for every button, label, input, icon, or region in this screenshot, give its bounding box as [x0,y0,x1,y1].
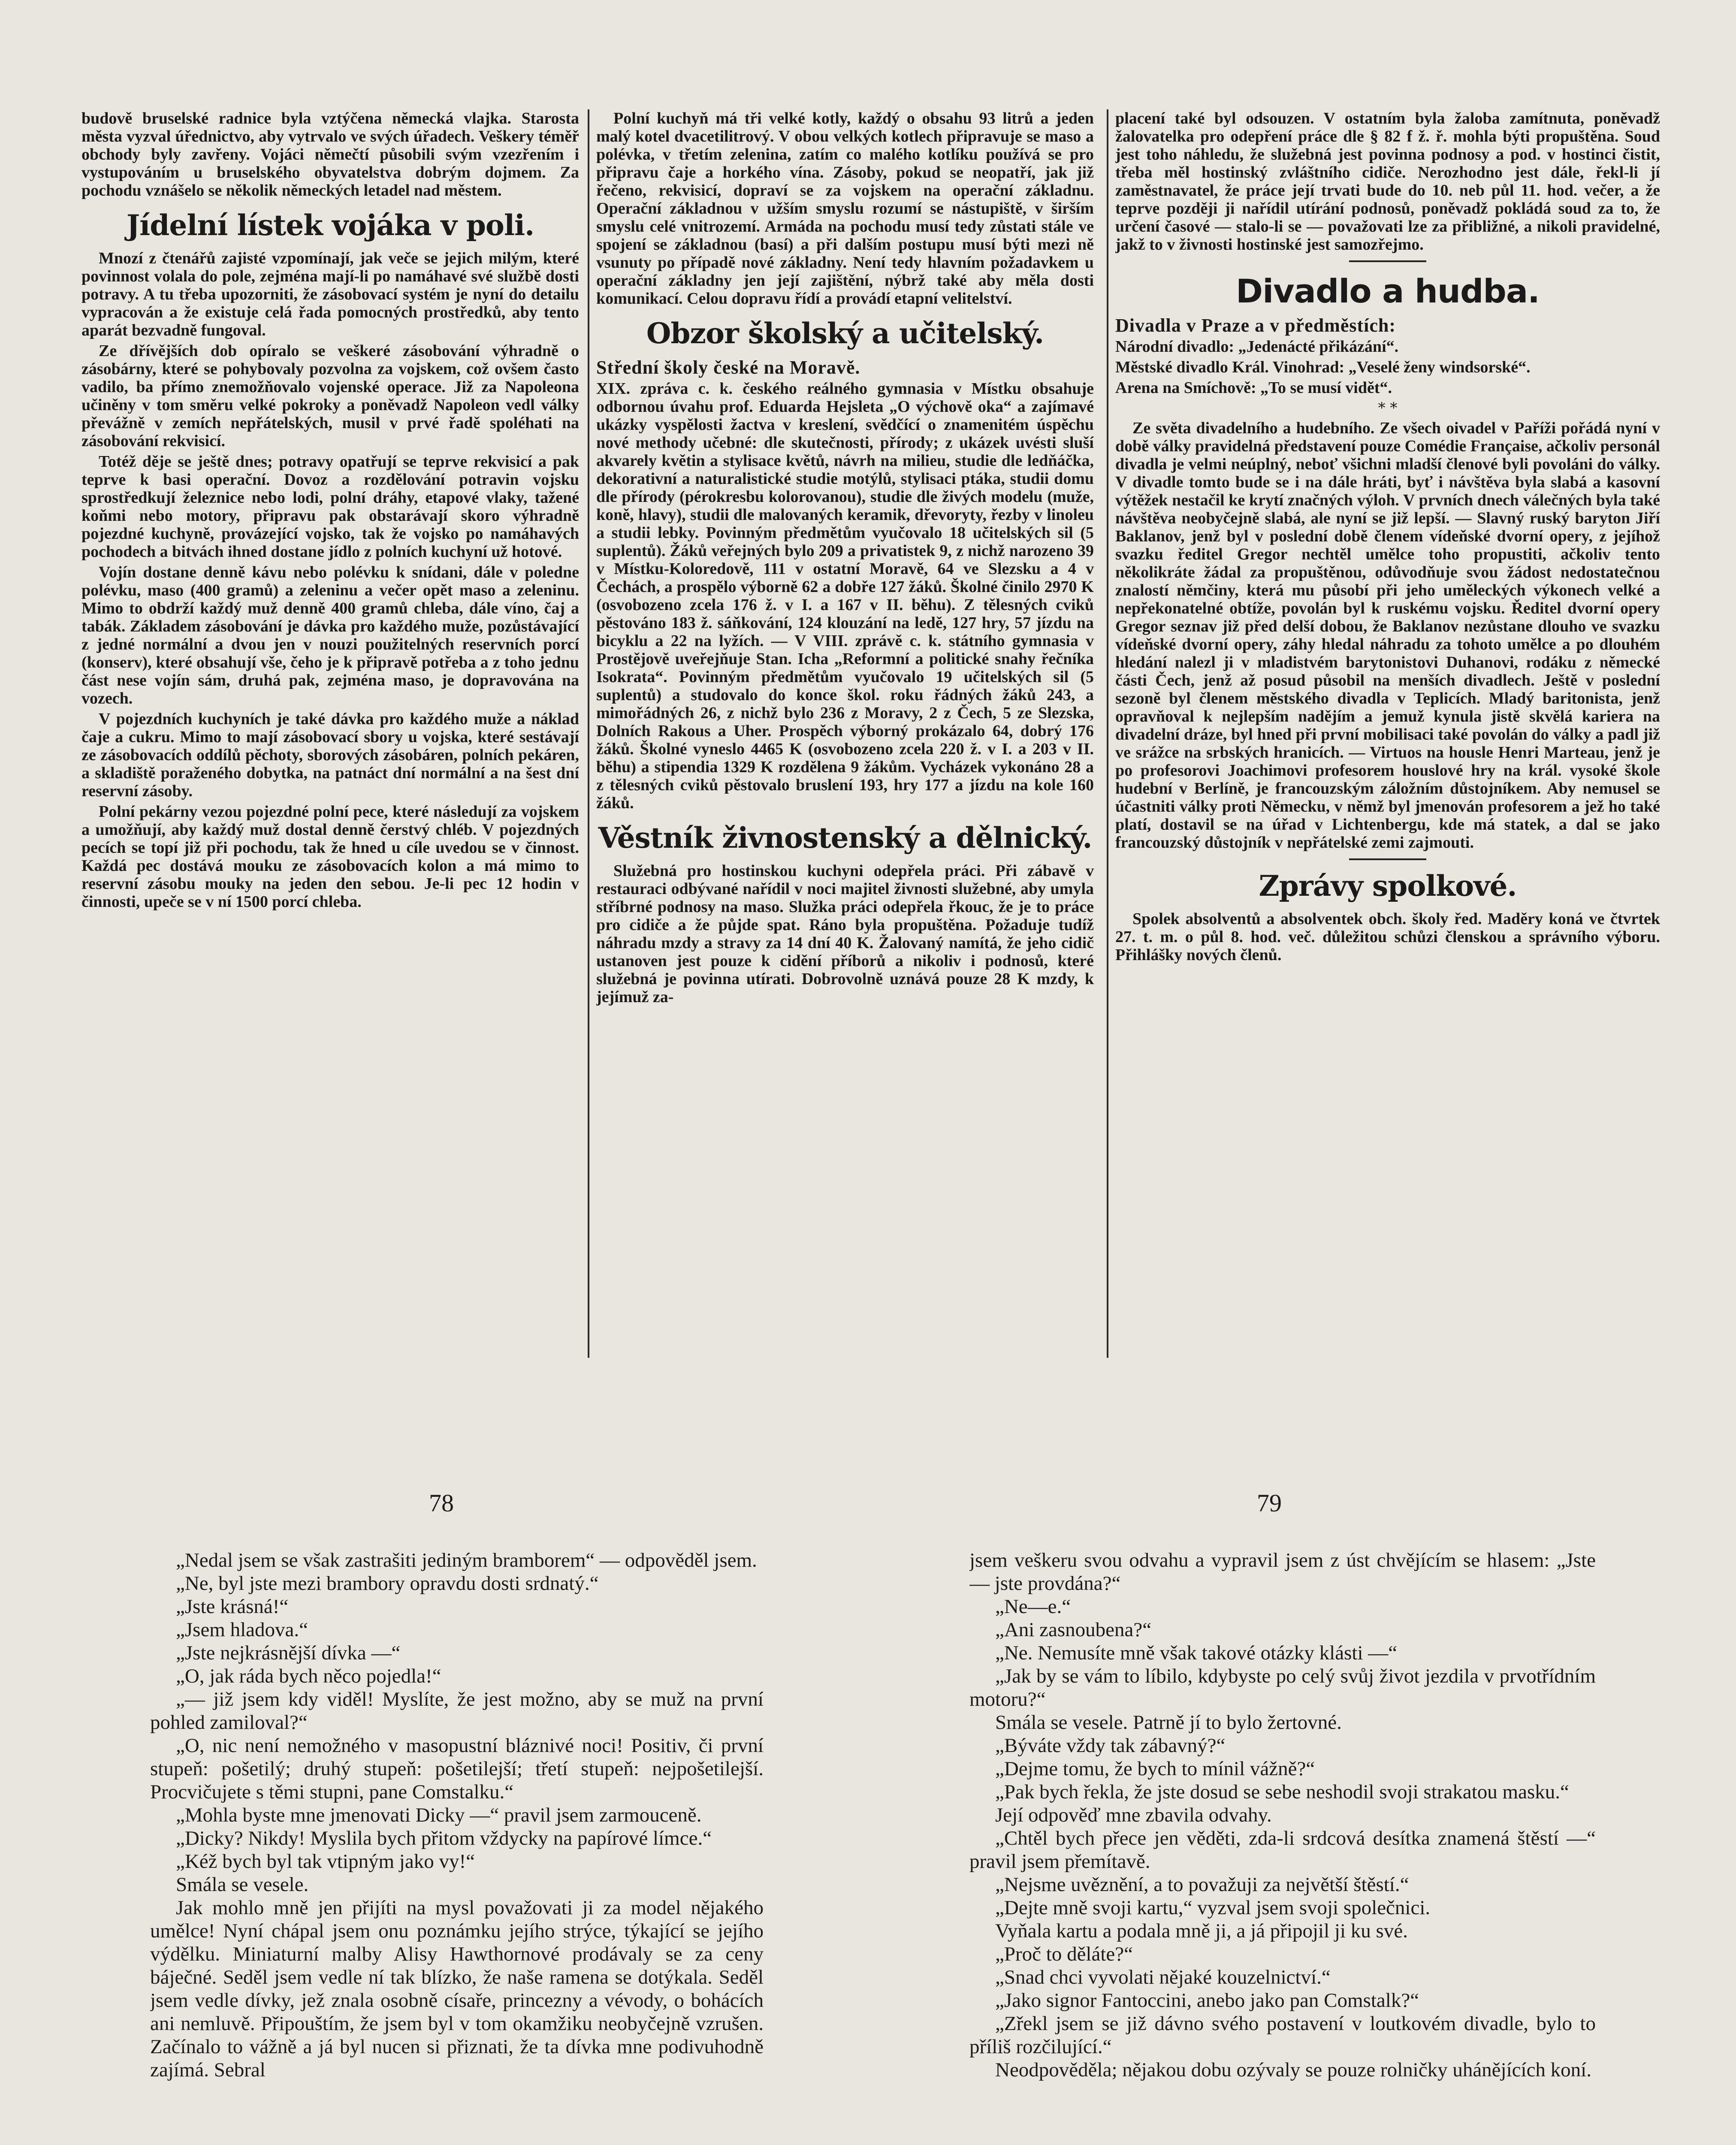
divider [1349,858,1426,860]
section-heading: Jídelní lístek vojáka v poli. [126,208,534,242]
theatre-listing [1115,379,1660,397]
article-text [1115,419,1660,852]
text-line: Smála se vesele. Patrně jí to bylo žertovné. [995,1711,1342,1734]
article-text: Totéž děje se ještě dnes; potravy opatřují se teprve rekvisicí a pak teprve k basi operační. Dovoz a rozdělování potravin vojsku sprostředkují železnice nebo lodi, polní dráhy, etapové vlaky, tažené koňmi nebo motory, připravu pak obstarávají skoro výhradně pojezdné kuchyně, provázející vojsko, tak že vojsko po namáhavých pochodech a bitvách ihned dostane jídlo z polních kuchyní už hotové. [82,453,579,561]
theatre-listing [1115,338,1660,356]
column-rule [588,109,589,1358]
text-line: Smála se vesele. [176,1873,309,1896]
article-text: budově bruselské radnice byla vztýčena německá vlajka. Starosta města vyzval úřednictvo, aby vytrvalo ve svých úřadech. Veškery téměř obchody byly zavřeny. Vojáci němečtí působili svým vzezřením i vystupováním u bruselského obyvatelstva dobrým dojmem. Za pochodu vznášelo se několik německých letadel nad městem. [82,109,579,199]
text-line: „Snad chci vyvolati nějaké kouzelnictví.“ [995,1966,1331,1988]
play-title: „To se musí vidět“. [1260,379,1392,397]
newspaper-section [82,109,1660,1371]
section-heading: Zprávy spolkové. [1259,869,1517,903]
separator-stars: * * [1378,399,1398,417]
text-line: „Ani zasnoubena?“ [995,1619,1152,1641]
theatre-name: Městské divadlo Král. Vinohrad: [1115,358,1345,376]
text-line: „— již jsem kdy viděl! Myslíte, že jest možno, aby se muž na první pohled zamiloval?“ [150,1688,764,1734]
theatre-listing [1115,358,1660,376]
text-line: „O, nic není nemožného v masopustní bláznivé noci! Positiv, či první stupeň: pošetilý; druhý stupeň: pošetilejší; třetí stupeň: nejpošetilejší. Procvičujete s těmi stupni, pane Comstalku.“ [150,1734,764,1803]
play-title: „Veselé ženy windsorské“. [1348,358,1531,376]
article-text: Ze dřívějších dob opíralo se veškeré zásobování výhradně o zásobárny, které se pohybovaly pozvolna za vojskem, což ovšem často vadilo, ba přímo znemožňovalo vojenské operace. Již za Napoleona učiněny v tom směru velké pokroky a poněvadž Napoleon vedl války převážně v zemích nepřátelských, musil v prvé řadě spoléhati na zásobování rekvisicí. [82,342,579,450]
article-lead: Ze světa divadelního a hudebního. [1132,419,1375,437]
article-text: Polní pekárny vezou pojezdné polní pece, které následují za vojskem a umožňují, aby každý muž dostal denně čerstvý chléb. V pojezdných pecích se topí již při pochodu, tak že hned u cíle uvedou se v činnost. Každá pec dostává mouku ze zásobovacích kolon a má mimo to reservní zásobu mouky na jeden den sebou. Je-li pec 12 hodin v činnosti, upeče se v ní 1500 porcí chleba. [82,803,579,911]
article-text: Spolek absolventů a absolventek obch. školy řed. Maděry koná ve čtvrtek 27. t. m. o půl 8. hod. več. důležitou schůzi členskou a správního výboru. Přihlášky nových členů. [1115,910,1660,964]
article-text: Vojín dostane denně kávu nebo polévku k snídani, dále v poledne polévku, maso (400 gramů) a zeleninu a večer opět maso a zeleninu. Mimo to obdrží každý muž denně 400 gramů chleba, dále víno, čaj a tabák. Základem zásobování je dávka pro každého muže, pozůstávající z jedné normální a dvou jen v nouzi použitelných reservních porcí (konserv), které obsahují vše, čeho je k připravě potřeba a z toho jednu část nese vojín sám, druhá pak, zejména maso, je dopravována na vozech. [82,563,579,707]
article-text: Mnozí z čtenářů zajisté vzpomínají, jak veče se jejich milým, které povinnost volala do pole, zejména mají-li po namáhavé své službě dosti potravy. A tu třeba upozorniti, že zásobovací systém je nyní do detailu vypracován a že existuje celá řada pomocných prostředků, aby tento aparát bezvadně fungoval. [82,249,579,339]
text-line: „Kéž bych byl tak vtipným jako vy!“ [176,1850,475,1873]
subheading: Střední školy české na Moravě. [596,357,860,378]
text-line: „Jste nejkrásnější dívka —“ [176,1642,401,1664]
column-3 [1115,109,1660,1371]
text-line: „Mohla byste mne jmenovati Dicky —“ pravil jsem zarmouceně. [176,1804,702,1826]
text-line: „Ne—e.“ [995,1595,1071,1618]
text-line: „Jak by se vám to líbilo, kdybyste po celý svůj život jezdila v prvotřídním motoru?“ [969,1665,1596,1710]
column-2 [596,109,1094,1371]
text-line: Neodpověděla; nějakou dobu ozývaly se pouze rolničky uhánějících koní. [995,2059,1591,2081]
text-line: „Jste krásná!“ [176,1595,289,1618]
text-line: „O, jak ráda bych něco pojedla!“ [176,1665,441,1687]
text-line: „Nedal jsem se však zastrašiti jediným bramborem“ — odpověděl jsem. [176,1549,757,1571]
divider [1349,260,1426,262]
text-line: „Proč to děláte?“ [995,1943,1133,1965]
theatre-name: Národní divadlo: [1115,338,1234,356]
article-body: Ze všech oivadel v Paříži pořádá nyní v době války pravidelná představení pouze Comédie Française, ačkoliv personál divadla je velmi neúplný, neboť všichni mladší členové byli povoláni do války. V divadle tomto bude se i na dále hráti, byť i návštěva byla slabá a kasovní výtěžek nestačil ke krytí značných výloh. V prvních dnech válečných byla také návštěva neobyčejně slabá, ale nyní se již lepší. — Slavný ruský baryton Jiří Baklanov, jenž byl v poslední době členem vídeňské dvorní opery, z jejíhož svazku ředitel Gregor nechtěl umělce toho propustiti, ačkoliv tento několikráte žádal za propuštěnou, odůvodňuje svou žádost nedostatečnou znalostí němčiny, která mu působí při jeho uměleckých výkonech velké a nepřekonatelné obtíže, povolán byl k ruskému vojsku. Ředitel dvorní opery Gregor seznav již před delší dobou, že Baklanov nezůstane dlouho ve svazku vídeňské dvorní opery, záhy hledal náhradu za tohoto umělce a po dlouhém hledání nalezl ji v mladistvém barytonistovi Duhanovi, rodáku z německé části Čech, jenž až posud působil na menších divadlech. Ještě v poslední sezoně byl členem městského divadla v Teplicích. Mladý baritonista, jenž opravňoval k nejlepším nadějím a jemuž kynula jistě skvělá kariera na divadelní dráze, byl hned při první mobilisaci také povolán do války a padl již ve srážce na srbských hranicích. — Virtuos na housle Henri Marteau, jenž je po profesorovi Joachimovi profesorem houslové hry na král. vysoké škole hudební v Berlíně, je francouzským záložním důstojníkem. Aby nemusel se účastniti války proti Německu, v němž byl jmenován profesorem a jež ho také platí, dostavil se na úřad v Lichtenbergu, kde má statek, a dal se jako francouzský důstojník v nepřátelské zemi zajmouti. [1115,419,1660,852]
text-line: jsem veškeru svou odvahu a vypravil jsem z úst chvějícím se hlasem: „Jste — jste provdána?“ [969,1549,1596,1595]
text-line: „Býváte vždy tak zábavný?“ [995,1734,1226,1757]
article-text: Služebná pro hostinskou kuchyni odepřela práci. Při zábavě v restauraci odbývané nařídil v noci majitel živnosti služebné, aby umyla stříbrné podnosy na maso. Služka práci odepřela řkouc, že je to práce pro cidiče a že půjde spat. Ráno byla propuštěna. Požaduje tudíž náhradu mzdy a stravy za 14 dní 40 K. Žalovaný namítá, že jeho cidič ustanoven jest pouze k cidění příborů a nikoliv i podnosů, které služebná je povinna utírati. Dobrovolně uznává pouze 28 K mzdy, k jejímuž za- [596,862,1094,1006]
section-heading: Věstník živnostenský a dělnický. [598,821,1092,855]
book-page-left [150,1549,764,2145]
page-number: 79 [1257,1489,1282,1517]
text-line: Vyňala kartu a podala mně ji, a já připojil ji ku své. [995,1920,1408,1942]
section-heading: Divadlo a hudba. [1235,272,1540,310]
play-title: „Jedenácté přikázání“. [1238,338,1399,356]
theatre-name: Arena na Smíchově: [1115,379,1256,397]
section-heading: Obzor školský a učitelský. [646,317,1044,350]
text-line: „Dejte mně svoji kartu,“ vyzval jsem svoji společnici. [995,1897,1431,1919]
text-line: Její odpověď mne zbavila odvahy. [995,1804,1272,1826]
column-1 [82,109,579,1371]
text-line: „Jako signor Fantoccini, anebo jako pan Comstalk?“ [995,1989,1419,2012]
text-line: „Nejsme uvěznění, a to považuji za největší štěstí.“ [995,1873,1409,1896]
subheading: Divadla v Praze a v předměstích: [1115,315,1396,336]
text-line: „Ne. Nemusíte mně však takové otázky klásti —“ [995,1642,1398,1664]
text-line: „Chtěl bych přece jen věděti, zda-li srdcová desítka znamená štěstí —“ pravil jsem přemítavě. [969,1827,1596,1873]
text-line: „Pak bych řekla, že jste dosud se sebe neshodil svoji strakatou masku.“ [995,1781,1569,1803]
text-line: „Ne, byl jste mezi brambory opravdu dosti srdnatý.“ [176,1572,599,1595]
article-text: V pojezdních kuchyních je také dávka pro každého muže a náklad čaje a cukru. Mimo to mají zásobovací sbory u vojska, které sestávají ze zásobovacích oddílů pěchoty, sborových zásobáren, polních pekáren, a skladiště poraženého dobytka, na patnáct dní normální a na šest dní reservní zásoby. [82,710,579,800]
article-text: Polní kuchyň má tři velké kotly, každý o obsahu 93 litrů a jeden malý kotel dvacetilitrový. V obou velkých kotlech připravuje se maso a polévka, v třetím zelenina, zatím co malého kotlíku používá se pro připravu čaje a horkého vína. Zásoby, pokud se neopatří, jak již řečeno, rekvisicí, dopraví se za vojskem na operační základnu. Operační základnou v užším smyslu rozumí se nástupiště, v širším smyslu celé vnitrozemí. Armáda na pochodu musí tedy zůstati stále ve spojení se základnou (basí) a při dalším postupu musí býti mezi ně vsunuty po případě nové základny. Není tedy hlavním požadavkem u operační základny jen její zajištění, nýbrž také aby měla dosti komunikací. Celou dopravu řídí a provádí etapní velitelství. [596,109,1094,308]
text-line: Jak mohlo mně jen přijíti na mysl považovati ji za model nějakého umělce! Nyní chápal jsem onu poznámku jejího strýce, týkající se jejího výdělku. Miniaturní malby Alisy Hawthornové prodávaly se za ceny báječné. Seděl jsem vedle ní tak blízko, že naše ramena se dotýkala. Seděl jsem vedle dívky, jež znala osobně císaře, princezny a vévody, o bohácích ani nemluvě. Připouštím, že jsem byl v tom okamžiku neobyčejně vzrušen. Začínalo to vážně a já byl nucen si přiznati, že ta dívka mne podivuhodně zajímá. Sebral [150,1897,764,2081]
article-text: XIX. zpráva c. k. českého reálného gymnasia v Místku obsahuje odbornou úvahu prof. Eduarda Hejsleta „O výchově oka“ a zajímavé ukázky vyspělosti žactva v kreslení, svědčící o znamenitém úspěchu nové methody učebné: dle skutečnosti, přírody; z ukázek uvésti sluší akvarely květin a stylisace květů, návrh na milieu, studie dle ledňáčka, dekorativní a naturalistické studie motýlů, stylisaci ptáka, studii domu dle přírody (pérokresbu kolorovanou), studie dle živých modelu (muže, koně, hlavy), studii dle malovaných keramik, dřevoryty, řezby v linoleu a studii lebky. Povinným předmětům vyučovalo 18 učitelských sil (5 suplentů). Žáků veřejných bylo 209 a privatistek 9, z nichž narozeno 39 v Místku-Koloredově, 111 v ostatní Moravě, 64 ve Slezsku a 4 v Čechách, a prospělo výborně 62 a dobře 127 žáků. Školné činilo 2970 K (osvobozeno zcela 176 ž. v I. a 167 v II. běhu). Z tělesných cviků pěstováno 183 ž. sáňkování, 124 klouzání na ledě, 127 hry, 57 jízdu na bicyklu a 22 na lyžích. — V VIII. zprávě c. k. státního gymnasia v Prostějově uveřejňuje Stan. Icha „Reformní a politické snahy řečníka Isokrata“. Povinným předmětům vyučovalo 19 učitelských sil (5 suplentů) a studovalo do konce škol. roku řádných žáků 243, a mimořádných 26, z nichž bylo 236 z Moravy, 2 z Čech, 5 ze Slezska, Dolních Rakous a Uher. Prospěch výborný prokázalo 64, dobrý 176 žáků. Školné vyneslo 4465 K (osvobozeno zcela 220 ž. v I. a 203 v II. běhu) a stipendia 1329 K rozdělena 9 žákům. Vycházek vykonáno 28 a z tělesných cviků pěstovalo bruslení 193, hry 177 a jízdu na kole 160 žáků. [596,380,1094,812]
page-number: 78 [429,1489,454,1517]
column-rule [1107,109,1108,1358]
article-text: placení také byl odsouzen. V ostatním byla žaloba zamítnuta, poněvadž žalovatelka pro odepření práce dle § 82 f ž. ř. mohla býti propuštěna. Soud jest toho náhledu, že služebná jest povinna podnosy a pod. v hostinci čistit, třeba měl hostinský zvláštního cidiče. Nerozhodno jest dále, řekl-li jí zaměstnavatel, že práce její trvati bude do 10. neb půl 11. hod. večer, a že teprve později ji nařídil utírání podnosů, poněvadž pokládá soud za to, že určení časové — stalo-li se — považovati lze za přibližné, a nikoli pravidelné, jakž to v živnosti hostinské jest samozřejmo. [1115,109,1660,254]
text-line: „Dicky? Nikdy! Myslila bych přitom vždycky na papírové límce.“ [176,1827,712,1849]
text-line: „Zřekl jsem se již dávno svého postavení v loutkovém divadle, bylo to příliš rozčilující.“ [969,2012,1596,2058]
text-line: „Jsem hladova.“ [176,1619,308,1641]
text-line: „Dejme tomu, že bych to mínil vážně?“ [995,1758,1315,1780]
book-page-right [969,1549,1596,2145]
